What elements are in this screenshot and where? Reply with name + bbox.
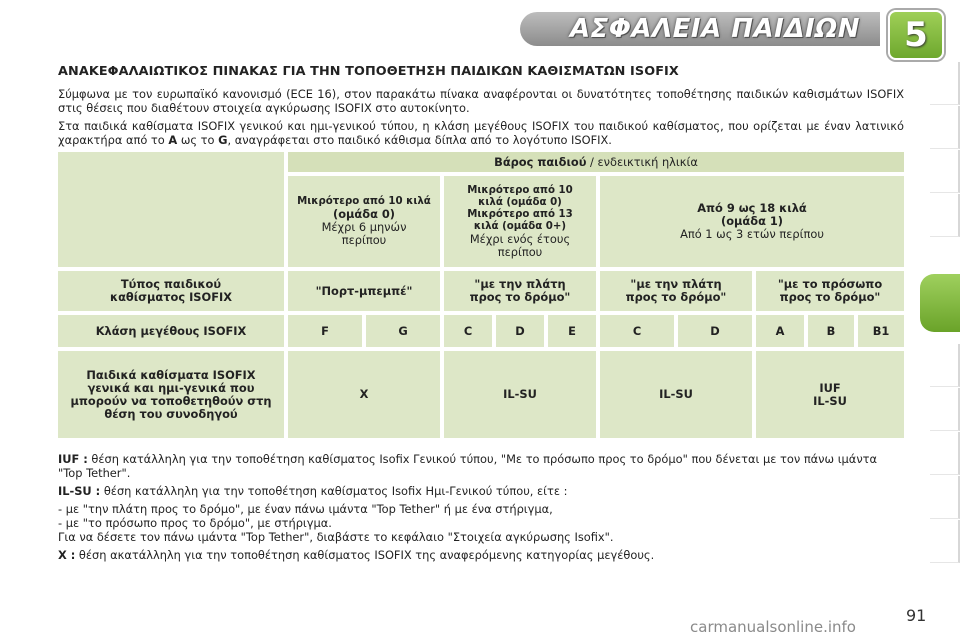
definition-bullet: - με "την πλάτη προς το δρόμο", με έναν πάνω ιμάντα "Top Tether" ή με ένα στήριγμα,: [58, 502, 553, 516]
class-letter: A: [168, 133, 178, 147]
chapter-number-badge: 5: [888, 10, 944, 60]
class-cell: [496, 315, 544, 347]
paragraph-text: ως το: [177, 133, 219, 147]
weight-header-sub: / ενδεικτική ηλικία: [586, 154, 698, 169]
paragraph-text: Στα παιδικά καθίσματα ISOFIX γενικού και ημι-γενικού τύπου, η κλάση μεγέθους ISOFIX του παιδικού καθίσματος, που ορίζεται με έναν λατινικό χαρακτήρα από το: [58, 119, 904, 147]
type-cell: [288, 271, 440, 311]
section-title: ΑΝΑΚΕΦΑΛΑΙΩΤΙΚΟΣ ΠΙΝΑΚΑΣ ΓΙΑ ΤΗΝ ΤΟΠΟΘΕΤΗΣΗ ΠΑΙΔΙΚΩΝ ΚΑΘΙΣΜΑΤΩΝ ISOFIX: [58, 64, 679, 79]
chapter-tab[interactable]: [930, 476, 960, 519]
row-label-class: [58, 315, 284, 347]
class-cell: [678, 315, 752, 347]
chapter-tab[interactable]: [930, 520, 960, 563]
chapter-tab[interactable]: [930, 388, 960, 431]
class-value: C: [463, 323, 473, 338]
paragraph: Σύμφωνα με τον ευρωπαϊκό κανονισμό (ECE 16), στον παρακάτω πίνακα αναφέρονται οι δυνατότητες τοποθέτησης παιδικών καθισμάτων ISOFIX στις θέσεις που διαθέτουν στοιχεία αγκύρωσης ISOFIX στο αυτοκίνητο.: [58, 87, 904, 115]
seat-value: X: [359, 387, 369, 401]
intro-content: [58, 64, 904, 151]
definition-ilsu: [58, 484, 904, 498]
class-cell: [756, 315, 804, 347]
group-0plus-header: [444, 176, 596, 267]
class-cell: [600, 315, 674, 347]
page-number: 91: [906, 606, 927, 625]
chapter-tab[interactable]: [930, 150, 960, 193]
row-label-seat: [58, 351, 284, 438]
seat-cell: [600, 351, 752, 438]
chapter-tab[interactable]: [930, 62, 960, 105]
paragraph: [58, 119, 904, 147]
group-title: Μικρότερο από 10 κιλά: [297, 196, 431, 207]
class-letter: G: [218, 133, 228, 147]
weight-header-label: Βάρος παιδιού: [494, 154, 587, 169]
class-value: C: [632, 323, 642, 338]
type-value: "με την πλάτη προς το δρόμο": [625, 277, 727, 304]
seat-cell: [288, 351, 440, 438]
definition-term: X :: [58, 548, 76, 562]
class-value: E: [568, 323, 576, 338]
group-0-header: [288, 176, 440, 267]
definition-note: Για να δέσετε τον πάνω ιμάντα "Top Tether", διαβάστε το κεφάλαιο "Στοιχεία αγκύρωσης Isofix".: [58, 530, 614, 544]
paragraph-text: , αναγράφεται στο παιδικό κάθισμα δίπλα από το λογότυπο ISOFIX.: [227, 133, 612, 147]
isofix-table: [58, 152, 904, 438]
definition-bullet: - με "το πρόσωπο προς το δρόμο", με στήριγμα.: [58, 516, 332, 530]
definition-term: IUF :: [58, 452, 88, 466]
class-value: F: [321, 323, 329, 338]
definition-iuf: [58, 452, 904, 480]
class-cell: [858, 315, 904, 347]
type-value: "Πορτ-μπεμπέ": [315, 283, 413, 298]
type-value: "με το πρόσωπο προς το δρόμο": [777, 277, 883, 304]
seat-value: IL-SU: [813, 393, 847, 408]
group-age: Μέχρι 6 μηνών περίπου: [321, 220, 407, 247]
class-value: D: [515, 323, 525, 338]
class-value: B1: [872, 323, 890, 338]
definition-text: θέση κατάλληλη για την τοποθέτηση καθίσματος Isofix Ημι-Γενικού τύπου, είτε :: [100, 484, 568, 498]
class-value: A: [775, 323, 785, 338]
class-value: G: [398, 323, 408, 338]
definitions: [58, 452, 904, 566]
type-cell: [600, 271, 752, 311]
class-cell: [808, 315, 854, 347]
class-cell: [444, 315, 492, 347]
chapter-tab[interactable]: [930, 106, 960, 149]
seat-value: IL-SU: [503, 387, 537, 401]
weight-header: [288, 152, 904, 172]
group-1-header: [600, 176, 904, 267]
group-age: Μέχρι ενός έτους περίπου: [469, 231, 571, 259]
chapter-tab[interactable]: [930, 344, 960, 387]
group-label: (ομάδα 0): [333, 207, 395, 221]
watermark: carmanualsonline.info: [690, 618, 856, 636]
type-value: "με την πλάτη προς το δρόμο": [469, 277, 571, 304]
chapter-title: ΑΣΦΑΛΕΙΑ ΠΑΙΔΙΩΝ: [569, 14, 860, 44]
table-corner: [58, 152, 284, 267]
definition-text: θέση κατάλληλη για την τοποθέτηση καθίσματος Isofix Γενικού τύπου, "Με το πρόσωπο προς το δρόμο" που δένεται με τον πάνω ιμάντα "Top Tether".: [58, 452, 878, 480]
class-cell: [548, 315, 596, 347]
chapter-tab[interactable]: [930, 194, 960, 237]
chapter-tab-active[interactable]: [920, 274, 960, 332]
page-header: [0, 0, 960, 58]
group-label: (ομάδα 1): [721, 214, 783, 228]
seat-cell: [444, 351, 596, 438]
seat-cell: [756, 351, 904, 438]
class-value: B: [826, 323, 836, 338]
class-cell: [366, 315, 440, 347]
class-value: D: [710, 323, 720, 338]
row-label-type: [58, 271, 284, 311]
definition-text: θέση ακατάλληλη για την τοποθέτηση καθίσματος ISOFIX της αναφερόμενης κατηγορίας μεγέθους.: [75, 548, 655, 562]
type-cell: [756, 271, 904, 311]
row-label-text: Τύπος παιδικού καθίσματος ISOFIX: [110, 277, 232, 304]
definition-term: IL-SU :: [58, 484, 101, 498]
group-title: Από 9 ως 18 κιλά: [697, 201, 807, 215]
row-label-text: Παιδικά καθίσματα ISOFIX γενικά και ημι-γενικά που μπορούν να τοποθετηθούν στη θέση του συνοδηγού: [70, 367, 272, 421]
group-title: Μικρότερο από 10 κιλά (ομάδα 0): [467, 184, 573, 208]
definition-x: [58, 548, 904, 562]
seat-value: IUF: [819, 380, 841, 395]
row-label-text: Κλάση μεγέθους ISOFIX: [95, 323, 247, 338]
group-title: Μικρότερο από 13 κιλά (ομάδα 0+): [467, 208, 573, 232]
type-cell: [444, 271, 596, 311]
class-cell: [288, 315, 362, 347]
seat-value: IL-SU: [659, 387, 693, 401]
group-age: Από 1 ως 3 ετών περίπου: [680, 227, 824, 241]
chapter-tab[interactable]: [930, 432, 960, 475]
chapter-tabs: [920, 62, 960, 582]
